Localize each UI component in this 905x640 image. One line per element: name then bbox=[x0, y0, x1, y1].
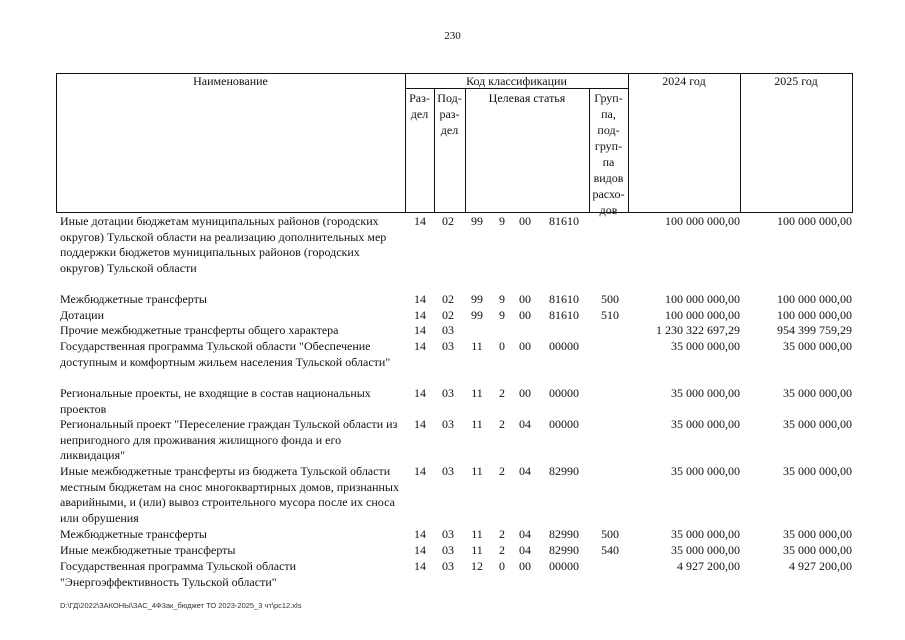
page-number: 230 bbox=[444, 30, 461, 42]
row-target-2: 2 bbox=[499, 464, 505, 478]
row-expense-group: 510 bbox=[601, 308, 619, 322]
row-target-4: 82990 bbox=[549, 543, 579, 557]
header-razdel: Раз- дел bbox=[409, 91, 430, 121]
row-name: Межбюджетные трансферты bbox=[60, 527, 207, 541]
row-target-1: 11 bbox=[471, 386, 483, 400]
header-code-group: Код классификации bbox=[466, 74, 567, 88]
row-podrazdel: 03 bbox=[442, 339, 454, 353]
row-amount-2025: 35 000 000,00 bbox=[783, 464, 852, 478]
row-target-3: 00 bbox=[519, 292, 531, 306]
row-expense-group: 500 bbox=[601, 527, 619, 541]
row-razdel: 14 bbox=[414, 308, 426, 322]
row-target-4: 00000 bbox=[549, 386, 579, 400]
row-target-3: 04 bbox=[519, 464, 531, 478]
row-target-2: 2 bbox=[499, 543, 505, 557]
row-amount-2025: 100 000 000,00 bbox=[777, 292, 852, 306]
row-target-4: 00000 bbox=[549, 417, 579, 431]
header-target-article: Целевая статья bbox=[488, 91, 566, 105]
row-podrazdel: 03 bbox=[442, 527, 454, 541]
row-podrazdel: 03 bbox=[442, 559, 454, 573]
row-amount-2024: 35 000 000,00 bbox=[671, 386, 740, 400]
row-razdel: 14 bbox=[414, 386, 426, 400]
row-razdel: 14 bbox=[414, 464, 426, 478]
row-target-1: 12 bbox=[471, 559, 483, 573]
row-target-2: 0 bbox=[499, 339, 505, 353]
row-target-2: 9 bbox=[499, 214, 505, 228]
row-amount-2024: 100 000 000,00 bbox=[665, 292, 740, 306]
row-target-4: 00000 bbox=[549, 339, 579, 353]
row-amount-2024: 35 000 000,00 bbox=[671, 417, 740, 431]
row-amount-2025: 35 000 000,00 bbox=[783, 543, 852, 557]
row-podrazdel: 02 bbox=[442, 292, 454, 306]
row-amount-2024: 1 230 322 697,29 bbox=[656, 323, 740, 337]
header-expense-group: Груп- па, под- груп- па видов расхо- дов bbox=[592, 91, 625, 217]
row-razdel: 14 bbox=[414, 214, 426, 228]
row-target-3: 04 bbox=[519, 527, 531, 541]
row-podrazdel: 02 bbox=[442, 308, 454, 322]
row-target-3: 00 bbox=[519, 559, 531, 573]
row-amount-2025: 954 399 759,29 bbox=[777, 323, 852, 337]
row-name: Региональные проекты, не входящие в состав национальных проектов bbox=[60, 386, 371, 416]
row-amount-2025: 100 000 000,00 bbox=[777, 214, 852, 228]
row-target-1: 11 bbox=[471, 527, 483, 541]
row-target-3: 00 bbox=[519, 339, 531, 353]
row-razdel: 14 bbox=[414, 339, 426, 353]
header-podrazdel: Под- раз- дел bbox=[437, 91, 462, 137]
row-razdel: 14 bbox=[414, 527, 426, 541]
row-target-4: 81610 bbox=[549, 308, 579, 322]
row-target-3: 00 bbox=[519, 308, 531, 322]
row-name: Иные межбюджетные трансферты bbox=[60, 543, 236, 557]
row-target-3: 04 bbox=[519, 543, 531, 557]
row-name: Межбюджетные трансферты bbox=[60, 292, 207, 306]
row-target-1: 11 bbox=[471, 339, 483, 353]
row-name: Иные дотации бюджетам муниципальных районов (городских округов) Тульской области на реализацию дополнительных мер поддержки бюджетов муниципальных районов (городских округов) Тульской области bbox=[60, 214, 387, 275]
row-target-4: 81610 bbox=[549, 214, 579, 228]
row-podrazdel: 03 bbox=[442, 417, 454, 431]
row-name: Прочие межбюджетные трансферты общего характера bbox=[60, 323, 339, 337]
row-amount-2025: 35 000 000,00 bbox=[783, 339, 852, 353]
row-target-2: 9 bbox=[499, 292, 505, 306]
row-target-2: 0 bbox=[499, 559, 505, 573]
table-header bbox=[56, 73, 852, 217]
row-target-4: 82990 bbox=[549, 464, 579, 478]
row-amount-2025: 35 000 000,00 bbox=[783, 527, 852, 541]
row-expense-group: 500 bbox=[601, 292, 619, 306]
header-year-2024: 2024 год bbox=[662, 74, 706, 88]
row-target-4: 81610 bbox=[549, 292, 579, 306]
row-razdel: 14 bbox=[414, 292, 426, 306]
row-amount-2024: 35 000 000,00 bbox=[671, 543, 740, 557]
row-target-3: 00 bbox=[519, 214, 531, 228]
row-amount-2024: 35 000 000,00 bbox=[671, 339, 740, 353]
header-year-2025: 2025 год bbox=[774, 74, 818, 88]
row-amount-2024: 100 000 000,00 bbox=[665, 308, 740, 322]
row-amount-2024: 35 000 000,00 bbox=[671, 464, 740, 478]
row-razdel: 14 bbox=[414, 323, 426, 337]
row-target-1: 99 bbox=[471, 292, 483, 306]
row-amount-2025: 100 000 000,00 bbox=[777, 308, 852, 322]
row-target-1: 11 bbox=[471, 417, 483, 431]
row-amount-2024: 4 927 200,00 bbox=[677, 559, 740, 573]
header-name: Наименование bbox=[193, 74, 268, 88]
row-podrazdel: 02 bbox=[442, 214, 454, 228]
row-target-1: 11 bbox=[471, 543, 483, 557]
row-target-1: 99 bbox=[471, 308, 483, 322]
row-name: Государственная программа Тульской области "Энергоэффективность Тульской области" bbox=[60, 559, 297, 589]
row-name: Иные межбюджетные трансферты из бюджета Тульской области местным бюджетам на снос многоквартирных домов, признанных аварийными, и (или) вывоз строительного мусора после их сноса или обрушения bbox=[60, 464, 399, 525]
row-amount-2025: 35 000 000,00 bbox=[783, 386, 852, 400]
row-target-4: 00000 bbox=[549, 559, 579, 573]
row-target-1: 99 bbox=[471, 214, 483, 228]
row-amount-2025: 35 000 000,00 bbox=[783, 417, 852, 431]
row-name: Региональный проект "Переселение граждан Тульской области из непригодного для проживания жилищного фонда и его ликвидация" bbox=[60, 417, 398, 463]
row-amount-2025: 4 927 200,00 bbox=[789, 559, 852, 573]
row-target-4: 82990 bbox=[549, 527, 579, 541]
row-podrazdel: 03 bbox=[442, 386, 454, 400]
row-target-2: 2 bbox=[499, 527, 505, 541]
row-name: Государственная программа Тульской области "Обеспечение доступным и комфортным жильем населения Тульской области" bbox=[60, 339, 391, 369]
row-name: Дотации bbox=[60, 308, 105, 322]
row-amount-2024: 35 000 000,00 bbox=[671, 527, 740, 541]
row-target-2: 2 bbox=[499, 417, 505, 431]
row-razdel: 14 bbox=[414, 559, 426, 573]
row-expense-group: 540 bbox=[601, 543, 619, 557]
row-podrazdel: 03 bbox=[442, 323, 454, 337]
row-target-2: 9 bbox=[499, 308, 505, 322]
row-podrazdel: 03 bbox=[442, 543, 454, 557]
row-target-2: 2 bbox=[499, 386, 505, 400]
row-target-3: 04 bbox=[519, 417, 531, 431]
row-target-3: 00 bbox=[519, 386, 531, 400]
row-podrazdel: 03 bbox=[442, 464, 454, 478]
row-razdel: 14 bbox=[414, 543, 426, 557]
row-amount-2024: 100 000 000,00 bbox=[665, 214, 740, 228]
row-razdel: 14 bbox=[414, 417, 426, 431]
file-path-footer: D:\ГД\2022\ЗАКОНЫ\ЗАС_4Ф3ак_бюджет ТО 2023-2025_3 чт\рс12.xls bbox=[60, 601, 302, 610]
row-target-1: 11 bbox=[471, 464, 483, 478]
